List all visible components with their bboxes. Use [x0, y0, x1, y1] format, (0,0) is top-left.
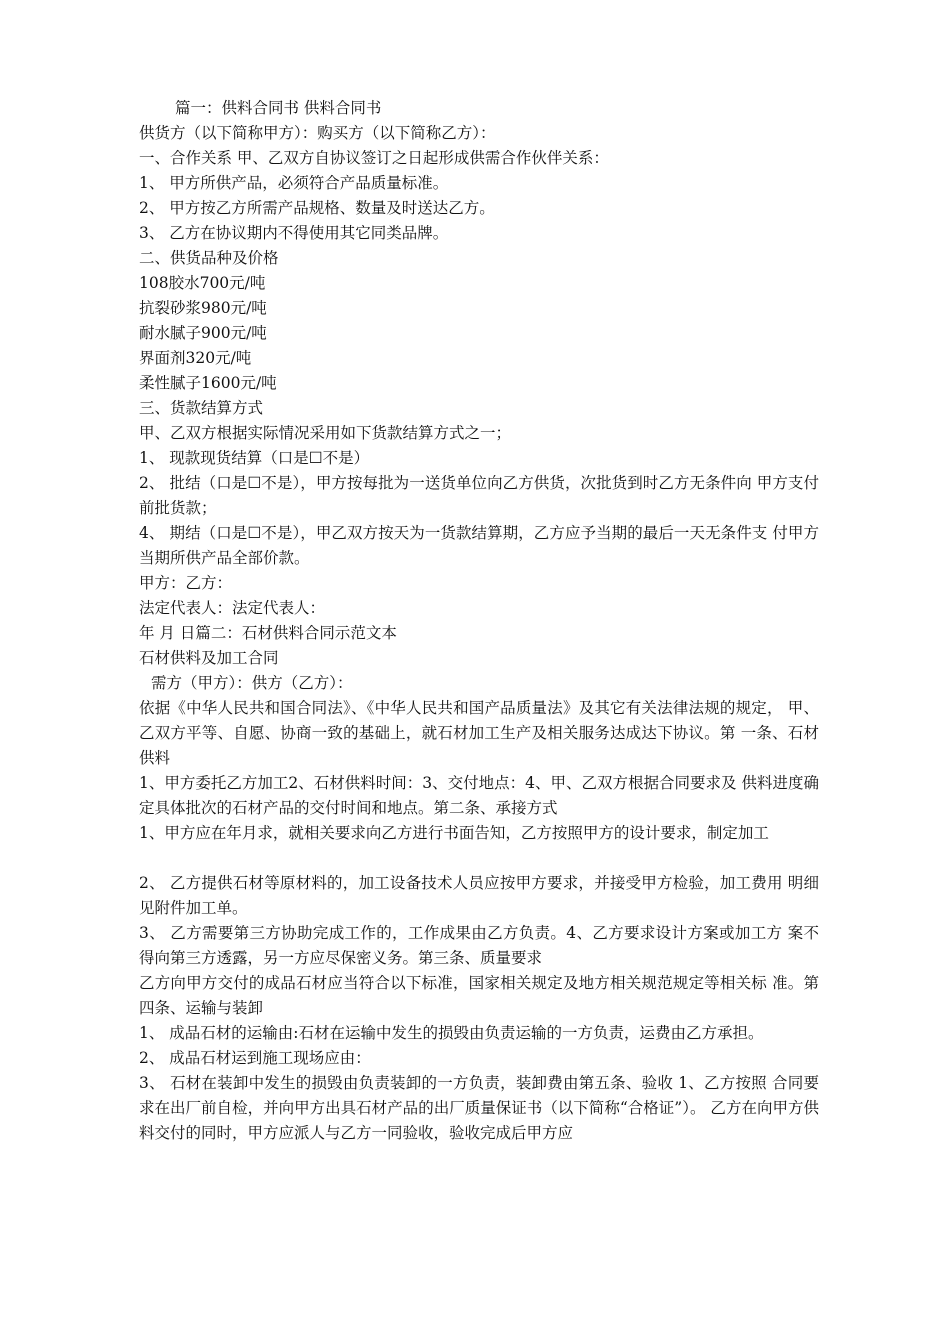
signature-line: 甲方：乙方： — [139, 574, 233, 592]
document-title: 篇一：供料合同书 供料合同书 — [175, 99, 382, 117]
quality-paragraph: 乙方向甲方交付的成品石材应当符合以下标准，国家相关规定及地方相关规范规定等相关标 准。第四条、运输与装卸 — [139, 974, 819, 1017]
blank-line — [139, 846, 819, 871]
section-cooperation: 一、合作关系 甲、乙双方自协议签订之日起形成供需合作伙伴关系： — [139, 149, 609, 167]
parties-line: 供货方（以下简称甲方）：购买方（以下简称乙方）： — [139, 124, 496, 142]
section-payment: 三、货款结算方式 — [139, 399, 264, 417]
site-line: 2、 成品石材运到施工现场应由： — [139, 1049, 371, 1067]
clause-line: 1、 甲方所供产品，必须符合产品质量标准。 — [139, 174, 449, 192]
price-item: 抗裂砂浆980元/吨 — [139, 299, 267, 317]
price-item: 耐水腻子900元/吨 — [139, 324, 267, 342]
supply-paragraph: 1、甲方委托乙方加工2、石材供料时间：3、交付地点：4、甲、乙双方根据合同要求及 供料进度确定具体批次的石材产品的交付时间和地点。第二条、承接方式 — [139, 774, 819, 817]
payment-option-period: 4、 期结（口是☐不是），甲乙双方按天为一货款结算期，乙方应予当期的最后一天无条件支 付甲方当期所供产品全部价款。 — [139, 524, 819, 567]
price-item: 界面剂320元/吨 — [139, 349, 252, 367]
price-item: 柔性腻子1600元/吨 — [139, 374, 277, 392]
basis-paragraph: 依据《中华人民共和国合同法》、《中华人民共和国产品质量法》及其它有关法律法规的规定， 甲、乙双方平等、自愿、协商一致的基础上，就石材加工生产及相关服务达成达下协议。第 一条、石材供料 — [139, 699, 819, 767]
document-page — [139, 96, 819, 1146]
contract-title: 石材供料及加工合同 — [139, 649, 279, 667]
clause-line: 3、 乙方在协议期内不得使用其它同类品牌。 — [139, 224, 449, 242]
loading-paragraph: 3、 石材在装卸中发生的损毁由负责装卸的一方负责，装卸费由第五条、验收 1、乙方按照 合同要求在出厂前自检，并向甲方出具石材产品的出厂质量保证书（以下简称“合格证”）。 乙方在向甲方供料交付的同时，甲方应派人与乙方一同验收，验收完成后甲方应 — [139, 1074, 819, 1142]
date-and-part-two-title: 年 月 日篇二：石材供料合同示范文本 — [139, 624, 397, 642]
parties-line: 需方（甲方）：供方（乙方）： — [151, 674, 353, 692]
representative-line: 法定代表人：法定代表人： — [139, 599, 326, 617]
price-item: 108胶水700元/吨 — [139, 274, 266, 292]
transport-paragraph: 1、 成品石材的运输由:石材在运输中发生的损毁由负责运输的一方负责，运费由乙方承担。 — [139, 1024, 764, 1042]
materials-paragraph: 2、 乙方提供石材等原材料的，加工设备技术人员应按甲方要求，并接受甲方检验，加工费用 明细见附件加工单。 — [139, 874, 819, 917]
section-products-prices: 二、供货品种及价格 — [139, 249, 279, 267]
payment-option: 1、 现款现货结算（口是☐不是） — [139, 449, 370, 467]
payment-intro: 甲、乙双方根据实际情况采用如下货款结算方式之一； — [139, 424, 512, 442]
payment-option-batch: 2、 批结（口是☐不是），甲方按每批为一送货单位向乙方供货，次批货到时乙方无条件向 甲方支付前批货款； — [139, 474, 819, 517]
undertake-paragraph: 1、甲方应在年月求，就相关要求向乙方进行书面告知，乙方按照甲方的设计要求，制定加工 — [139, 824, 769, 842]
third-party-paragraph: 3、 乙方需要第三方协助完成工作的，工作成果由乙方负责。4、乙方要求设计方案或加工方 案不得向第三方透露，另一方应尽保密义务。第三条、质量要求 — [139, 924, 819, 967]
clause-line: 2、 甲方按乙方所需产品规格、数量及时送达乙方。 — [139, 199, 495, 217]
